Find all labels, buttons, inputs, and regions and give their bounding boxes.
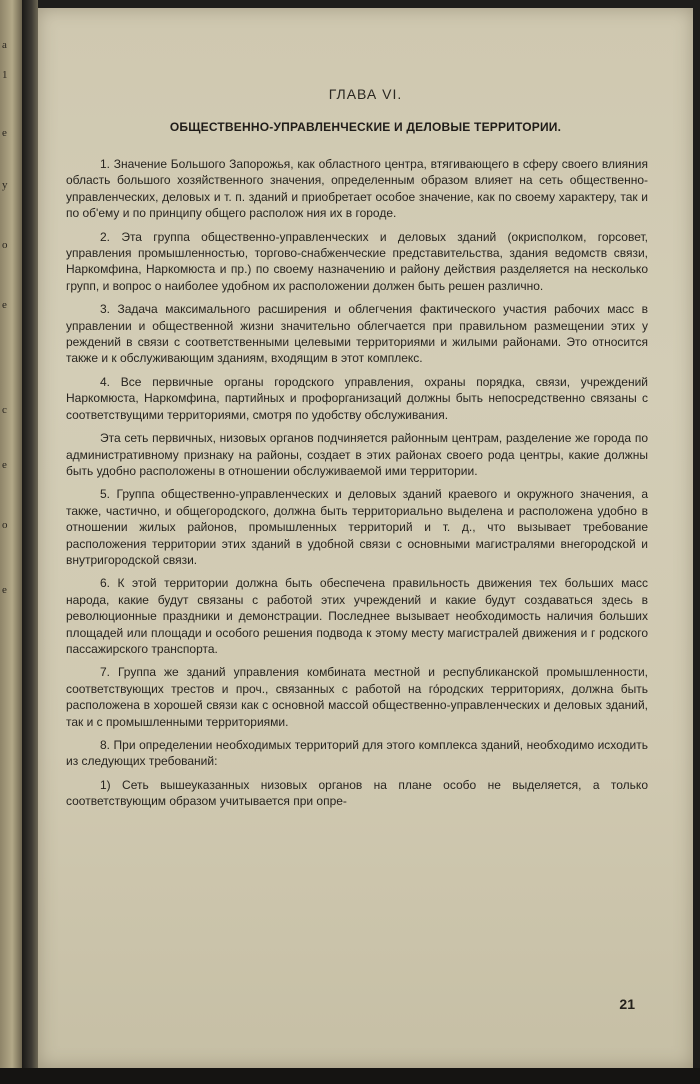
chapter-heading: ОБЩЕСТВЕННО-УПРАВЛЕНЧЕСКИЕ И ДЕЛОВЫЕ ТЕРРИТОРИИ. [169,120,562,134]
paragraph-1: 1. Значение Большого Запорожья, как областного центра, втягивающего в сферу своего влияния область большого хозяйственного значения, определенным образом влияет на сеть общественно-управленческих, деловых и т. п. зданий и приобретает особое значение, как по своему характеру, так и по об'ему и по принципу общего располож ния их в городе. [66,157,648,221]
paragraph-8-item-1: 1) Сеть вышеуказанных низовых органов на плане особо не выделяется, а только соответствующим образом учитывается при опре- [66,777,648,809]
left-page-edge: а 1 е у о е с е о е [0,0,22,1084]
bottom-shadow [0,1068,700,1084]
paragraph-4: 4. Все первичные органы городского управления, охраны порядка, связи, учреждений Наркомюста, Наркомфина, партийных и профорганизаций должны быть непосредственно связаны с соответствущими территориями, смотря по удобству обслуживания. [66,374,648,422]
paragraph-5: 5. Группа общественно-управленческих и деловых зданий краевого и окружного значения, а также, частично, и общегородского, должна быть территориально выделена и расположена удобно в отношении жилых районов, промышленных территорий и т. д., что вызывает требование расположения территории этих зданий в удобной связи с основными магистралями внегородской и внутригородской связи. [66,487,648,567]
paragraph-6: 6. К этой территории должна быть обеспечена правильность движения тех больших масс народа, какие будут связаны с работой этих учреждений и какие будут создаваться здесь в революционные праздники и демонстрации. Последнее вызывает необходимость наличия больших площадей или площади и особого решения подвода к этому месту магистралей движения и г родского пассажирского транспорта. [66,576,648,656]
paragraph-7: 7. Группа же зданий управления комбината местной и республиканской промышленности, соответствующих трестов и проч., связанных с работой на го́родских территориях, должна быть расположена в хорошей связи как с основной массой общественно-управленческих и деловых зданий, так и с промышленными территориями. [66,665,648,729]
chapter-number: ГЛАВА VI. [328,86,403,102]
page-body [66,156,648,817]
paragraph-8: 8. При определении необходимых территорий для этого комплекса зданий, необходимо исходить из следующих требований: [66,738,648,769]
paragraph-3: 3. Задача максимального расширения и облегчения фактического участия рабочих масс в управлении и общественной жизни значительно облегчается при правильном размещении этих у реждений в связи с соответственными целевыми территориями и жилыми районами. Это относится также и к обслуживающим зданиям, входящим в этот комплекс. [66,302,648,366]
paragraph-2: 2. Эта группа общественно-управленческих и деловых зданий (окрисполком, горсовет, управления промышленностью, торгово-снабженческие представительства, здания ведомств связи, Наркомфина, Наркомюста и пр.) по своему назначению и району действия разделяется на несколько групп, и вопрос о наиболее удобном их расположении должен быть решен различно. [66,229,648,293]
paragraph-4-continued: Эта сеть первичных, низовых органов подчиняется районным центрам, разделение же города по административному признаку на районы, создает в этих районах своего рода центры, какие должны быть удобно расположены в отношении обслуживаемой ими территории. [66,431,648,478]
book-page [38,8,693,1068]
page-number: 21 [619,996,635,1012]
book-gutter [22,0,38,1084]
